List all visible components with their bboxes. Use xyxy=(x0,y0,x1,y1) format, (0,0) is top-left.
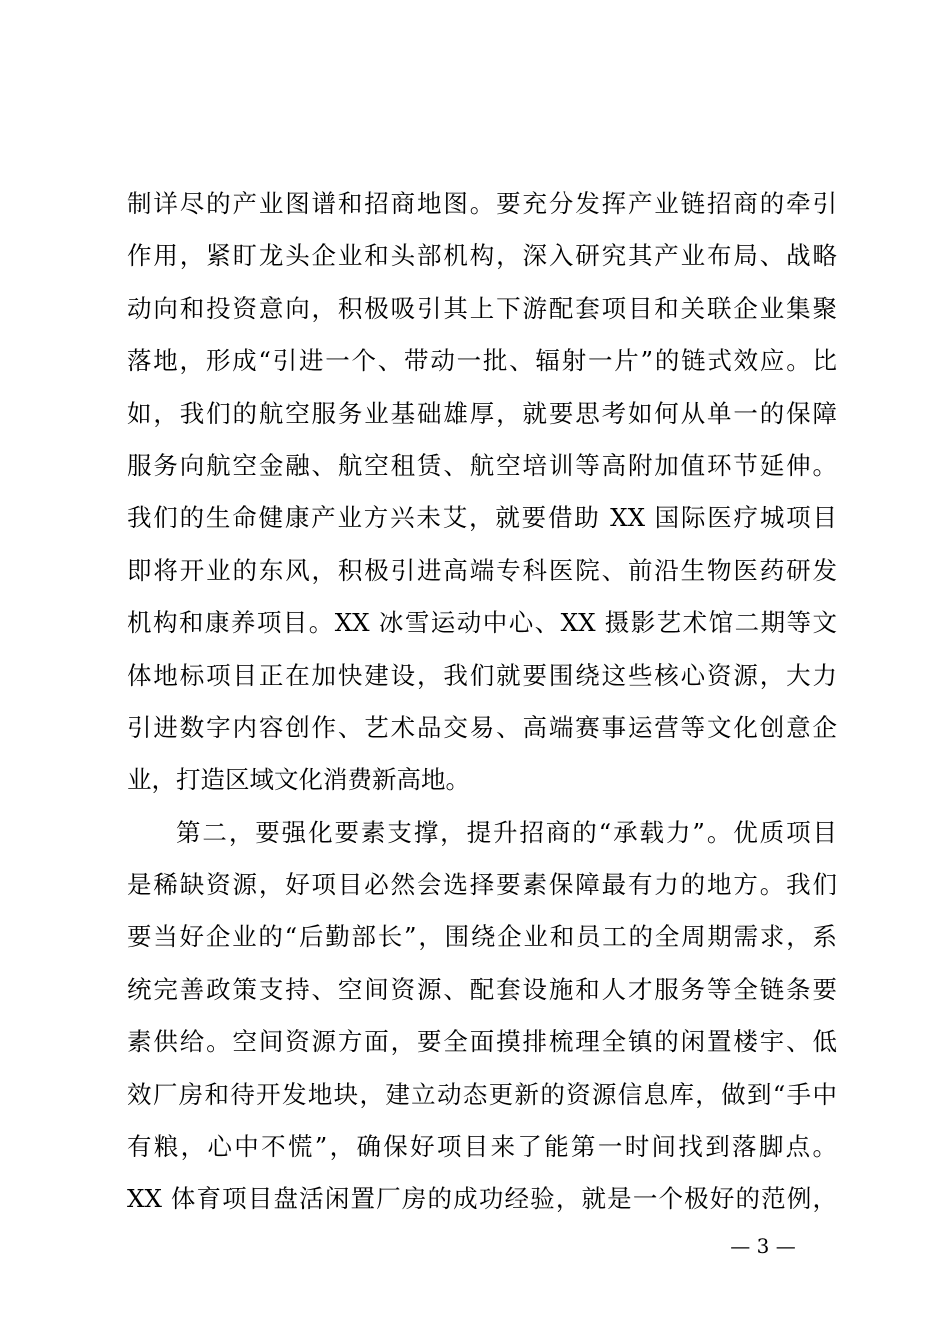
text-line: 制详尽的产业图谱和招商地图。要充分发挥产业链招商的牵引 xyxy=(127,189,837,218)
text-line: 落地，形成“引进一个、带动一批、辐射一片”的链式效应。比 xyxy=(127,346,837,376)
text-line: 要当好企业的“后勤部长”，围绕企业和员工的全周期需求，系 xyxy=(127,922,837,952)
paragraph-1 xyxy=(127,178,837,807)
text-line: 服务向航空金融、航空租赁、航空培训等高附加值环节延伸。 xyxy=(127,450,837,480)
text-line: 动向和投资意向，积极吸引其上下游配套项目和关联企业集聚 xyxy=(127,293,837,323)
text-line: 即将开业的东风，积极引进高端专科医院、前沿生物医药研发 xyxy=(127,555,837,585)
text-line: 效厂房和待开发地块，建立动态更新的资源信息库，做到“手中 xyxy=(127,1079,837,1109)
text-line: 作用，紧盯龙头企业和头部机构，深入研究其产业布局、战略 xyxy=(127,241,837,271)
text-line: 引进数字内容创作、艺术品交易、高端赛事运营等文化创意企 xyxy=(127,712,837,742)
paragraph-2 xyxy=(127,807,837,1226)
text-line: 如，我们的航空服务业基础雄厚，就要思考如何从单一的保障 xyxy=(127,398,837,428)
text-line: 我们的生命健康产业方兴未艾，就要借助 XX 国际医疗城项目 xyxy=(127,503,837,533)
text-line: 机构和康养项目。XX 冰雪运动中心、XX 摄影艺术馆二期等文 xyxy=(127,608,837,638)
text-line: 体地标项目正在加快建设，我们就要围绕这些核心资源，大力 xyxy=(127,660,837,690)
text-line: 统完善政策支持、空间资源、配套设施和人才服务等全链条要 xyxy=(127,974,837,1004)
body-text xyxy=(127,178,837,1226)
text-line: 第二，要强化要素支撑，提升招商的“承载力”。优质项目 xyxy=(176,817,837,847)
text-line: 是稀缺资源，好项目必然会选择要素保障最有力的地方。我们 xyxy=(127,870,837,900)
page-number: — 3 — xyxy=(730,1234,796,1258)
text-line: 素供给。空间资源方面，要全面摸排梳理全镇的闲置楼宇、低 xyxy=(127,1027,837,1057)
text-line: 业，打造区域文化消费新高地。 xyxy=(127,765,470,795)
text-line: XX 体育项目盘活闲置厂房的成功经验，就是一个极好的范例， xyxy=(127,1184,837,1214)
text-line: 有粮，心中不慌”，确保好项目来了能第一时间找到落脚点。 xyxy=(127,1132,837,1162)
